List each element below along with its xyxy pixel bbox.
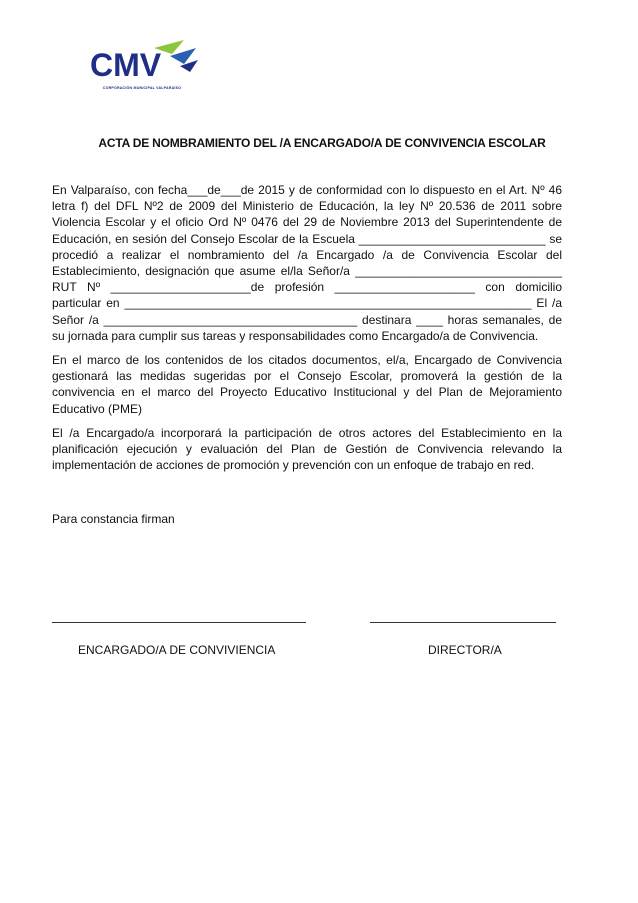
cmv-logo-mark (84, 38, 200, 86)
closing-text: Para constancia firman (52, 512, 175, 526)
signature-label-director: DIRECTOR/A (428, 643, 502, 657)
logo-text: CMV (90, 47, 162, 83)
paragraph-participation: El /a Encargado/a incorporará la participación de otros actores del Establecimiento en la planificación ejecución y evaluación del Plan de Gestión de Convivencia relevando la implementación de acciones de promoción y prevención con un enfoque de trabajo en red. (52, 425, 562, 473)
signature-line-right (370, 622, 556, 623)
paragraph-appointment: En Valparaíso, con fecha___de___de 2015 y de conformidad con lo dispuesto en el Art. Nº 46 letra f) del DFL Nº2 de 2009 del Ministerio de Educación, la ley Nº 20.536 de 2011 sobre Violencia Escolar y el oficio Ord Nº 0476 del 29 de Noviembre 2013 del Superintendente de Educación, en sesión del Consejo Escolar de la Escuela ____________________________ se procedió a realizar el nombramiento del /a Encargado /a de Convivencia Escolar del Establecimiento, designación que asume el/la Señor/a _______________________________ RUT Nº _____________________de profesión _____________________ con domicilio particular en _____________________________________________________________ El /a Señor /a ______________________________________ destinara ____ horas semanales, de su jornada para cumplir sus tareas y responsabilidades como Encargado/a de Convivencia. (52, 183, 562, 343)
document-body (52, 182, 562, 481)
signature-line-left (52, 622, 306, 623)
signature-label-encargado: ENCARGADO/A DE CONVIVIENCIA (78, 643, 276, 657)
document-title: ACTA DE NOMBRAMIENTO DEL /A ENCARGADO/A DE CONVIVENCIA ESCOLAR (98, 136, 546, 150)
paragraph-framework: En el marco de los contenidos de los citados documentos, el/a, Encargado de Convivencia gestionará las medidas sugeridas por el Consejo Escolar, promoverá la gestión de la convivencia en el marco del Proyecto Educativo Institucional y del Plan de Mejoramiento Educativo (PME) (52, 353, 562, 416)
logo-caption: CORPORACIÓN MUNICIPAL VALPARAÍSO (102, 86, 182, 90)
